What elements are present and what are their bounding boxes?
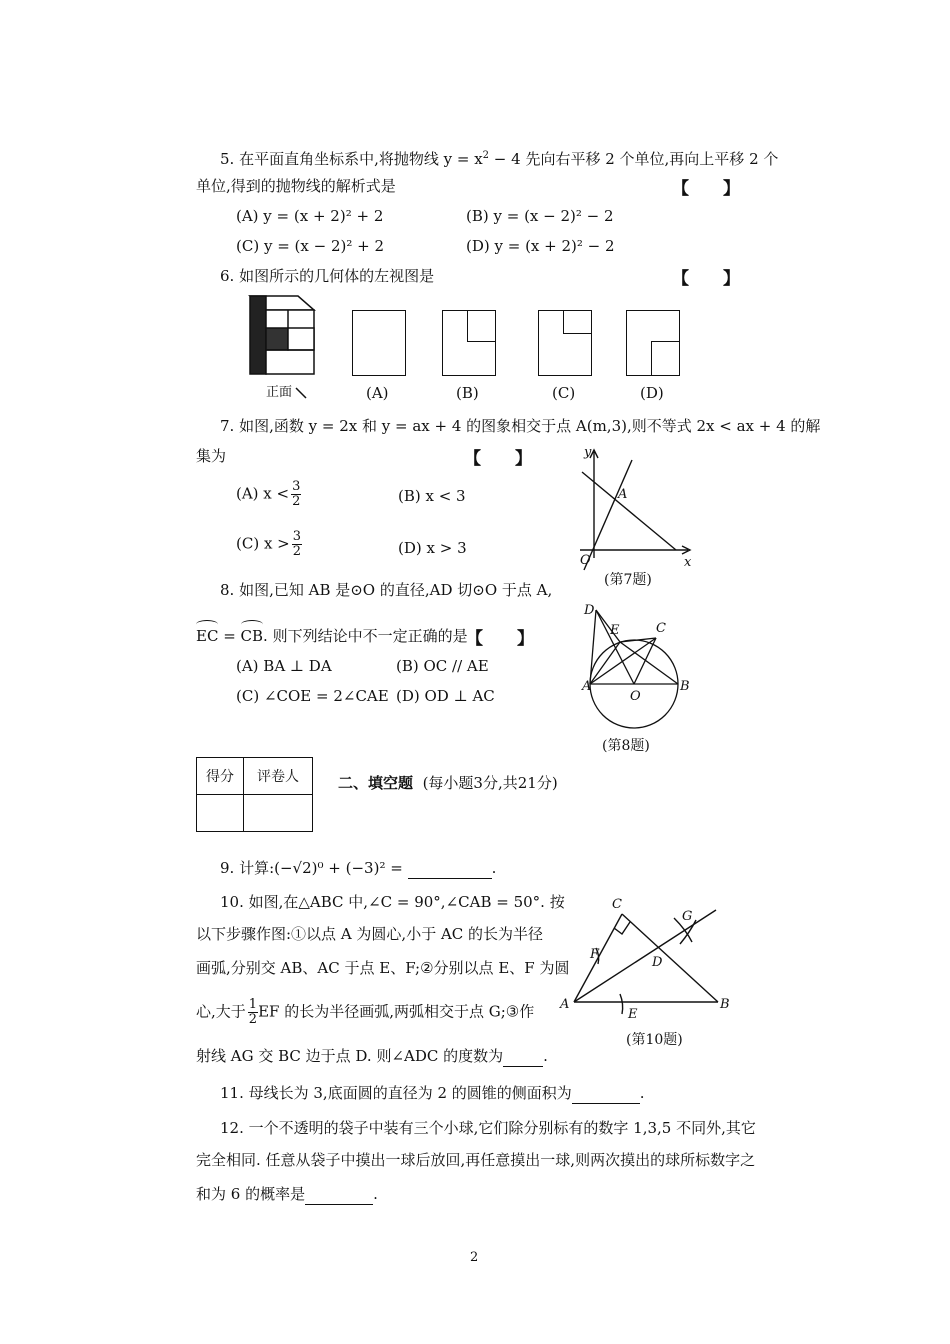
- q8-answer-bracket[interactable]: 【 】: [466, 629, 534, 649]
- q6-answer-bracket[interactable]: 【 】: [672, 269, 740, 289]
- fig10-label-f: F: [590, 947, 600, 962]
- q7-option-b[interactable]: (B) x < 3: [398, 487, 466, 505]
- q11-answer-blank[interactable]: [572, 1083, 640, 1104]
- q8-option-c[interactable]: (C) ∠COE = 2∠CAE: [236, 687, 389, 705]
- q8-circle-figure: [582, 600, 692, 734]
- q12-line1: 12. 一个不透明的袋子中装有三个小球,它们除分别标有的数字 1,3,5 不同外,其它: [220, 1119, 756, 1137]
- q12-line3: 和为 6 的概率是 .: [196, 1185, 378, 1203]
- fig10-label-g: G: [682, 909, 693, 924]
- fig7-label-y: y: [584, 445, 592, 460]
- q7-option-a[interactable]: (A) x < $\frac{3}{2}$: [236, 479, 301, 509]
- q10-line3: 画弧,分别交 AB、AC 于点 E、F;②分别以点 E、F 为圆: [196, 959, 570, 977]
- q10-line4: 心,大于 $\frac{1}{2}$ EF 的长为半径画弧,两弧相交于点 G;③作: [196, 997, 535, 1027]
- q5-option-d[interactable]: (D) y = (x + 2)² − 2: [466, 237, 615, 255]
- q7-line1: 7. 如图,函数 y = 2x 和 y = ax + 4 的图象相交于点 A(m,3),则不等式 2x < ax + 4 的解: [220, 417, 821, 435]
- q6-view-a[interactable]: [352, 310, 406, 376]
- fig8-label-a: A: [582, 679, 592, 694]
- fig10-label-e: E: [628, 1007, 638, 1022]
- q8-option-b[interactable]: (B) OC // AE: [396, 657, 489, 675]
- q6-question: 6. 如图所示的几何体的左视图是: [220, 267, 435, 285]
- q8-line2: EC = CB. 则下列结论中不一定正确的是: [196, 627, 468, 645]
- q12-line2: 完全相同. 任意从袋子中摸出一球后放回,再任意摸出一球,则两次摸出的球所标数字之: [196, 1151, 756, 1169]
- fig8-label-o: O: [630, 689, 641, 704]
- fig8-label-c: C: [656, 621, 666, 636]
- q8-caption: (第8题): [602, 738, 650, 754]
- fig7-label-o: O: [580, 553, 591, 568]
- fig7-label-x: x: [684, 555, 692, 570]
- q10-caption: (第10题): [626, 1032, 683, 1048]
- q5-line2: 单位,得到的抛物线的解析式是: [196, 177, 396, 195]
- front-arrow-icon: [294, 386, 308, 400]
- q9-answer-blank[interactable]: [408, 858, 492, 879]
- q7-graph: [570, 440, 700, 570]
- q6-label-b: (B): [456, 384, 479, 402]
- q7-line2: 集为: [196, 447, 227, 465]
- score-table: [196, 757, 313, 832]
- q10-answer-blank[interactable]: [503, 1046, 543, 1067]
- score-cell[interactable]: [197, 795, 244, 832]
- fig10-label-b: B: [720, 997, 730, 1012]
- fig8-label-b: B: [680, 679, 690, 694]
- q6-front-label: 正面: [266, 385, 293, 400]
- score-label: 得分: [197, 758, 244, 795]
- q10-line2: 以下步骤作图:①以点 A 为圆心,小于 AC 的长为半径: [196, 925, 544, 943]
- fig8-label-d: D: [584, 603, 595, 618]
- q11-question: 11. 母线长为 3,底面圆的直径为 2 的圆锥的侧面积为 .: [220, 1084, 645, 1102]
- q10-triangle-figure: [556, 894, 736, 1024]
- q6-solid-figure: [238, 292, 328, 382]
- q6-view-b[interactable]: [442, 310, 496, 376]
- q12-answer-blank[interactable]: [305, 1184, 373, 1205]
- q10-line1: 10. 如图,在△ABC 中,∠C = 90°,∠CAB = 50°. 按: [220, 893, 565, 911]
- page-number: 2: [470, 1250, 479, 1265]
- q6-label-c: (C): [552, 384, 576, 402]
- q6-view-c[interactable]: [538, 310, 592, 376]
- fig8-label-e: E: [610, 623, 620, 638]
- fig10-label-d: D: [652, 955, 663, 970]
- q7-option-c[interactable]: (C) x > $\frac{3}{2}$: [236, 529, 302, 559]
- q6-label-d: (D): [640, 384, 664, 402]
- grader-label: 评卷人: [244, 758, 313, 795]
- line-y-2x: [584, 460, 632, 570]
- fig10-label-a: A: [560, 997, 570, 1012]
- fig7-label-a: A: [618, 487, 628, 502]
- q6-label-a: (A): [366, 384, 389, 402]
- q5-option-c[interactable]: (C) y = (x − 2)² + 2: [236, 237, 385, 255]
- section2-heading: 二、填空题 (每小题3分,共21分): [338, 774, 558, 792]
- q7-caption: (第7题): [604, 572, 652, 588]
- fig10-label-c: C: [612, 897, 622, 912]
- q6-view-d[interactable]: [626, 310, 680, 376]
- q8-option-d[interactable]: (D) OD ⊥ AC: [396, 687, 495, 705]
- q10-line5: 射线 AG 交 BC 边于点 D. 则∠ADC 的度数为 .: [196, 1047, 548, 1065]
- line-y-ax-plus-4: [582, 472, 676, 550]
- q5-line1: 5. 在平面直角坐标系中,将抛物线 $y = x^2 - 4$ 先向右平移 2 个单位,再向上平移 2 个: [220, 150, 779, 168]
- q8-line1: 8. 如图,已知 AB 是⊙O 的直径,AD 切⊙O 于点 A,: [220, 581, 553, 599]
- q5-option-b[interactable]: (B) y = (x − 2)² − 2: [466, 207, 614, 225]
- q7-answer-bracket[interactable]: 【 】: [464, 449, 532, 469]
- q7-option-d[interactable]: (D) x > 3: [398, 539, 467, 557]
- grader-cell[interactable]: [244, 795, 313, 832]
- q5-answer-bracket[interactable]: 【 】: [672, 179, 740, 199]
- q5-option-a[interactable]: (A) y = (x + 2)² + 2: [236, 207, 384, 225]
- q9-question: 9. 计算:(−√2)⁰ + (−3)² = .: [220, 859, 497, 877]
- q8-option-a[interactable]: (A) BA ⊥ DA: [236, 657, 332, 675]
